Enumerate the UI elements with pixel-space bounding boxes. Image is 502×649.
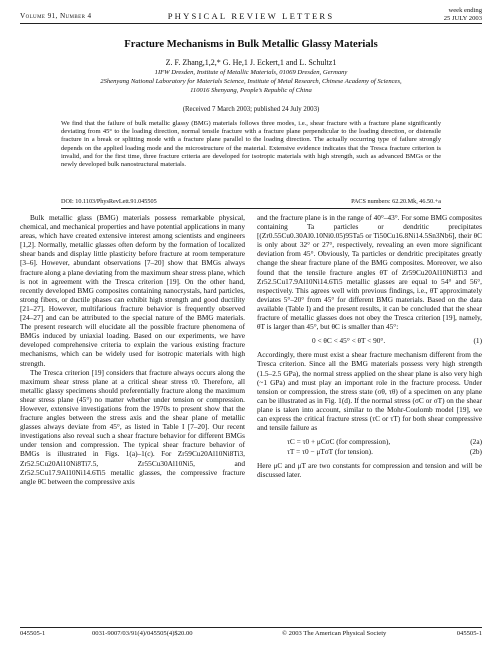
paragraph-mechanism: Accordingly, there must exist a shear fracture mechanism different from the Tresca criterion. Since all the BMG materials possess very high strength (1.5–2.5 GPa), the normal stress applied on the shear plane is also very high (~1 GPa) and must play an important role in the fracture process. Under tension or compression, the stress state (σθ, τθ) of a specimen on any plane can be illustrated as in Fig. 1(d). If the normal stress (σC or σT) on the shear plane is taken into account, similar to the Mohr-Coulomb model [19], we can express the critical fracture stress (τC or τT) for both shear compressive and tensile failure as bbox=[257, 350, 482, 433]
page-title: Fracture Mechanisms in Bulk Metallic Glassy Materials bbox=[124, 39, 378, 50]
week-ending-label: week ending bbox=[448, 7, 482, 14]
abstract-rule bbox=[61, 208, 441, 209]
date-value: 25 JULY 2003 bbox=[443, 15, 482, 22]
received-dates: (Received 7 March 2003; published 24 July 2003) bbox=[182, 106, 320, 113]
equation-1-number: (1) bbox=[473, 336, 482, 346]
paragraph-tresca: The Tresca criterion [19] considers that fracture always occurs along the maximum shear stress plane at a critical shear stress τ0. Therefore, all metallic glassy specimens should preferentially fracture along the maximum shear stress plane (45°) no matter whether under tension or compression. However, extensive investigations from the 1970s to present show that the fracture angles between the stress axis and the shear plane of metallic glasses always deviate from 45°, as listed in Table I [7–20]. Our recent investigations also reveal such a shear fracture behavior for different BMGs under tension and compression. The typical shear fracture behavior of BMGs is illustrated in Figs. 1(a)–1(c). For Zr59Cu20Al10Ni8Ti3, Zr52.5Cu20Al10Ni8Ti7.5, Zr55Cu30Al10Ni5, and Zr52.5Cu17.9Al10Ni14.6Ti5 metallic glasses, the compressive fracture angle θC between the compressive axis bbox=[20, 367, 245, 486]
equation-2a-body: τC = τ0 + μCσC (for compression), bbox=[287, 437, 391, 447]
page-number-left: 045505-1 bbox=[20, 630, 46, 637]
header-rule bbox=[20, 23, 482, 24]
issn: 0031-9007/03/91(4)/045505(4)$20.00 bbox=[92, 630, 193, 637]
running-header bbox=[20, 7, 482, 21]
right-column bbox=[257, 213, 482, 480]
equation-2a-number: (2a) bbox=[470, 437, 482, 447]
doi[interactable]: DOI: 10.1103/PhysRevLett.91.045505 bbox=[61, 198, 157, 205]
page-footer bbox=[20, 630, 482, 637]
equation-2b-body: τT = τ0 − μTσT (for tension). bbox=[287, 447, 373, 457]
paragraph-intro: Bulk metallic glass (BMG) materials possess remarkable physical, chemical, and mechanical properties and have potential applications in many areas, which have created extensive interest among scientists and engineers [1,2]. Normally, metallic glasses often deform by the formation of localized shear bands and display little plasticity before fracture at room temperature [3–6]. However, abundant observations [7–20] show that BMGs always fracture along a plane deviating from the maximum shear stress plane, which is not in agreement with the Tresca criterion [19]. On the other hand, recently developed BMG composites containing nanocrystals, hard particles, strong fibers, or ductile phases can exhibit high strength and good ductility [21–27]. However, multifarious fracture behavior is frequently observed [24–27] and can be attributed to the special nature of the BMG materials. The present research will elucidate all the possible fracture phenomena of BMGs induced by uniaxial loading. Based on our experiments, we have developed comprehensive criteria to explain the various existing fracture mechanisms, which can be widely used for isotropic materials with high strength. bbox=[20, 213, 245, 368]
issue-date bbox=[444, 7, 482, 23]
equation-1 bbox=[257, 336, 482, 345]
footer-rule bbox=[20, 627, 482, 628]
equation-2b bbox=[257, 447, 482, 456]
doi-line bbox=[61, 198, 441, 205]
equation-2a bbox=[257, 437, 482, 446]
left-column bbox=[20, 213, 245, 486]
page-number-right: 045505-1 bbox=[456, 630, 482, 637]
paragraph-constants: Here μC and μT are two constants for compression and tension and will be discussed later. bbox=[257, 461, 482, 480]
paragraph-fracture-angles: and the fracture plane is in the range of 40°–43°. For some BMG composites containing Ta particles or dendritic precipitates [(Zr0.55Cu0.30Al0.10Ni0.05)95Ta5 or Ti50Cu16.8Ni14.5Sn3Nb6], their θC is only about 32° or 27°, respectively, revealing an even more significant deviation from 45°. Obviously, Ta particles or dendritic precipitates greatly change the shear fracture plane of the BMG composites. Moreover, we also found that the tensile fracture angles θT of Zr59Cu20Al10Ni8Ti3 and Zr52.5Cu17.9Al10Ni14.6Ti5 metallic glasses are equal to 54° and 56°, respectively. This agrees well with previous findings, i.e., θT approximately deviates 5°–20° from 45° for different BMG materials. Based on the data available (Table I) and the present results, it can be concluded that the shear fracture of metallic glasses does not obey the Tresca criterion [19], namely, θT is larger than 45°, but θC is smaller than 45°: bbox=[257, 213, 482, 332]
affiliation-2: 2Shenyang National Laboratory for Materials Science, Institute of Metal Research, Chinese Academy of Sciences, bbox=[100, 78, 402, 85]
equation-1-body: 0 < θC < 45° < θT < 90°. bbox=[312, 336, 386, 346]
affiliation-1: 1IFW Dresden, Institute of Metallic Materials, 01069 Dresden, Germany bbox=[154, 69, 348, 76]
journal-name: PHYSICAL REVIEW LETTERS bbox=[167, 11, 335, 21]
affiliation-2-city: 110016 Shenyang, People’s Republic of China bbox=[190, 87, 312, 94]
pacs-numbers: PACS numbers: 62.20.Mk, 46.50.+a bbox=[351, 198, 441, 205]
copyright: © 2003 The American Physical Society bbox=[282, 630, 387, 637]
authors: Z. F. Zhang,1,2,* G. He,1 J. Eckert,1 and L. Schultz1 bbox=[165, 58, 337, 67]
equation-2b-number: (2b) bbox=[469, 447, 482, 457]
volume-number: Volume 91, Number 4 bbox=[20, 12, 92, 20]
abstract: We find that the failure of bulk metallic glassy (BMG) materials follows three modes, i.e., shear fracture with a fracture plane significantly deviating from 45° to the loading direction, normal tensile fracture with a fracture plane perpendicular to the loading direction, or distensile fracture in a break or splitting mode with a fracture plane parallel to the loading direction. The actually occurring type of failure strongly depends on the applied loading mode and the microstructure of the material. Extensive evidence indicates that the Tresca fracture criterion is invalid, and for the first time, three fracture criteria are developed for isotropic materials with high strength, such as advanced BMGs or the newly developed bulk nanostructural materials. bbox=[61, 120, 441, 169]
